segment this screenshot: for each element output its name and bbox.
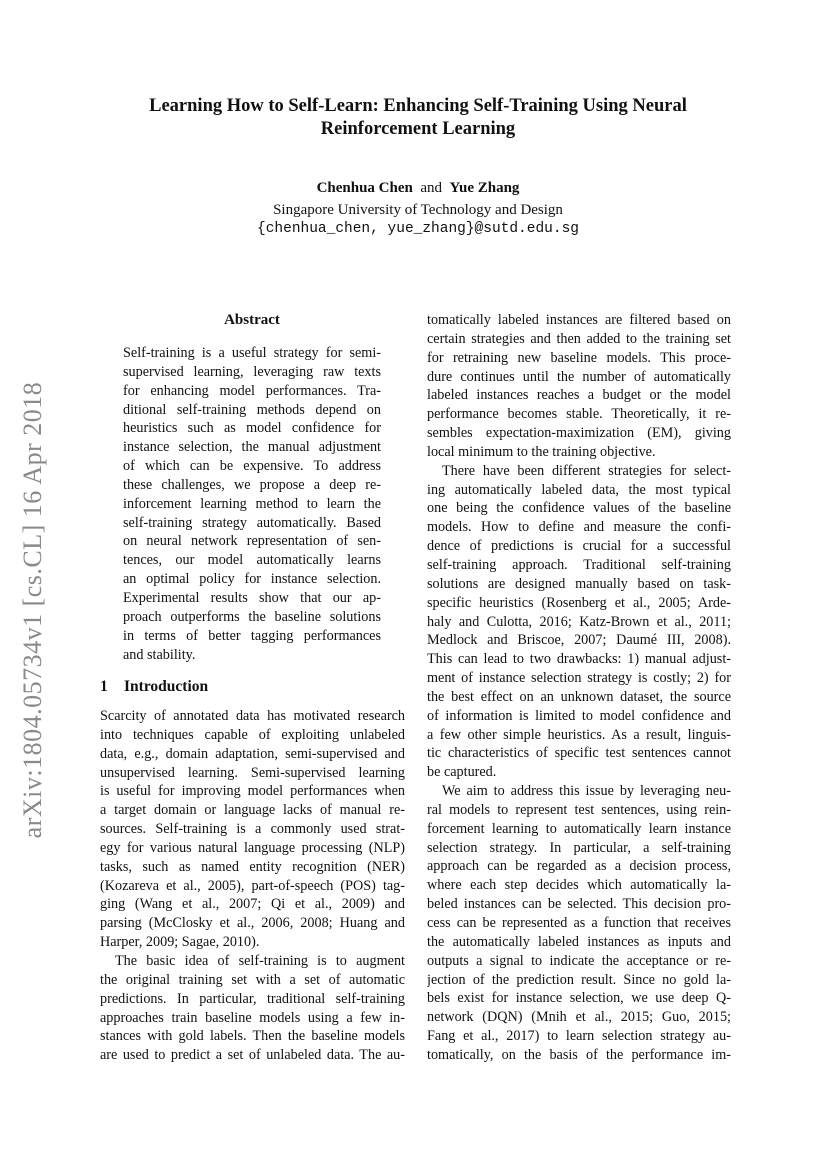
section-number: 1 — [100, 678, 108, 695]
text-line: sources. Self-training is a commonly used strat- — [100, 821, 405, 838]
text-line: the original training set with a set of automatic — [100, 971, 405, 988]
text-line: ment of instance selection strategy is costly; 2) for — [427, 670, 731, 687]
text-line: network (DQN) (Mnih et al., 2015; Guo, 2015; — [427, 1009, 731, 1026]
text-line: haly and Culotta, 2016; Katz-Brown et al., 2011; — [427, 613, 731, 630]
text-line: predictions. In particular, traditional self-training — [100, 990, 405, 1007]
text-line: where each step decides which automatically la- — [427, 877, 731, 894]
text-line: approaches train baseline models using a few in- — [100, 1009, 405, 1026]
abstract-heading: Abstract — [224, 312, 280, 328]
text-line: these challenges, we propose a deep re- — [123, 476, 381, 493]
text-line: Scarcity of annotated data has motivated research — [100, 708, 405, 724]
text-line: outputs a signal to indicate the acceptance or re- — [427, 952, 731, 969]
text-line: of information is limited to model confidence and — [427, 707, 731, 724]
text-line: The basic idea of self-training is to augment — [115, 952, 405, 969]
text-line: performance becomes stable. Theoretically, it re- — [427, 406, 731, 423]
title-line: Learning How to Self-Learn: Enhancing Self-Training Using Neural — [149, 96, 687, 116]
text-line: labeled instances reaches a budget or the model — [427, 387, 731, 404]
text-line: models. How to define and measure the confi- — [427, 519, 731, 536]
text-line: ditional self-training methods depend on — [123, 401, 381, 418]
text-line: (Kozareva et al., 2005), part-of-speech (POS) tag- — [100, 877, 405, 894]
text-line: ing automatically labeled data, the most typical — [427, 481, 731, 498]
text-line: inforcement learning method to learn the — [123, 495, 381, 512]
text-line: solutions are designed manually based on task- — [427, 575, 731, 592]
text-line: dence of predictions is crucial for a successful — [427, 538, 731, 555]
text-line: data, e.g., domain adaptation, semi-supervised and — [100, 745, 405, 762]
text-line: and stability. — [123, 646, 196, 663]
text-line: bels exist for instance selection, we use deep Q- — [427, 990, 731, 1007]
text-line: cess can be represented as a function that receives — [427, 915, 731, 931]
arxiv-id: arXiv:1804.05734v1 [cs.CL] 16 Apr 2018 — [18, 381, 47, 839]
text-line: stances with gold labels. Then the baseline models — [100, 1028, 405, 1045]
text-line: Harper, 2009; Sagae, 2010). — [100, 934, 260, 951]
text-line: be captured. — [427, 764, 497, 781]
section-title: Introduction — [124, 678, 209, 695]
intro-body — [100, 707, 405, 1065]
text-line: ging (Wang et al., 2007; Qi et al., 2009) and — [100, 896, 405, 913]
text-line: This can lead to two drawbacks: 1) manual adjust- — [427, 651, 731, 668]
text-line: beled instances can be selected. This decision pro- — [427, 896, 731, 913]
text-line: for enhancing model performances. Tra- — [123, 382, 381, 399]
text-line: egy for various natural language processing (NLP) — [100, 839, 405, 856]
text-line: self-training approach. Traditional self-training — [427, 556, 731, 573]
text-line: dure continues until the number of automatically — [427, 368, 731, 385]
section-heading — [100, 677, 405, 697]
author-conjunction: and — [420, 180, 443, 196]
text-line: Fang et al., 2017) to learn selection strategy au- — [427, 1028, 731, 1045]
author-name: Yue Zhang — [449, 180, 520, 196]
author-list — [100, 178, 736, 198]
right-column-body — [427, 311, 731, 1065]
text-line: a few other simple heuristics. As a result, linguis- — [427, 726, 731, 743]
text-line: local minimum to the training objective. — [427, 443, 656, 460]
text-line: specific heuristics (Rosenberg et al., 2005; Arde- — [427, 594, 731, 611]
paper-title — [100, 95, 736, 141]
text-line: jection of the prediction result. Since no gold la- — [427, 971, 731, 988]
affiliation: Singapore University of Technology and Design — [273, 202, 563, 218]
text-line: ral models to represent test sentences, using rein- — [427, 801, 731, 818]
text-line: tences, our model automatically learns — [123, 552, 381, 569]
text-line: in terms of better tagging performances — [123, 627, 381, 644]
text-line: tomatically labeled instances are filtered based on — [427, 312, 731, 328]
text-line: There have been different strategies for select- — [442, 462, 731, 479]
text-line: an optimal policy for instance selection. — [123, 571, 381, 588]
text-line: Self-training is a useful strategy for semi- — [123, 345, 381, 361]
text-line: the best effect on an unknown dataset, the source — [427, 688, 731, 705]
text-line: forcement learning to automatically learn instance — [427, 820, 731, 837]
text-line: instance selection, the manual adjustment — [123, 439, 381, 456]
text-line: are used to predict a set of unlabeled data. The au- — [100, 1047, 405, 1064]
text-line: one being the confidence values of the baseline — [427, 500, 731, 517]
abstract-body — [123, 344, 381, 664]
text-line: is useful for improving model performances when — [100, 783, 405, 800]
text-line: heuristics such as model confidence for — [123, 420, 381, 437]
text-line: unsupervised learning. Semi-supervised learning — [100, 764, 405, 781]
author-name: Chenhua Chen — [316, 180, 413, 196]
text-line: certain strategies and then added to the training set — [427, 330, 731, 347]
text-line: of which can be expensive. To address — [123, 458, 381, 475]
text-line: the automatically labeled instances as inputs and — [427, 933, 731, 950]
text-line: on neural network representation of sen- — [123, 533, 381, 550]
text-line: Medlock and Briscoe, 2007; Daumé III, 2008). — [427, 632, 731, 649]
text-line: tic characteristics of specific test sentences cannot — [427, 745, 731, 762]
text-line: Experimental results show that our ap- — [123, 589, 381, 606]
arxiv-stamp — [13, 365, 53, 855]
title-line: Reinforcement Learning — [320, 119, 516, 139]
text-line: sembles expectation-maximization (EM), giving — [427, 425, 731, 442]
text-line: tasks, such as named entity recognition (NER) — [100, 858, 405, 875]
text-line: selection strategy. In particular, a self-training — [427, 839, 731, 856]
text-line: We aim to address this issue by leveraging neu- — [442, 783, 731, 800]
text-line: tomatically, on the basis of the performance im- — [427, 1046, 731, 1063]
author-email: {chenhua_chen, yue_zhang}@sutd.edu.sg — [257, 221, 579, 237]
text-line: supervised learning, leveraging raw texts — [123, 363, 381, 380]
text-line: parsing (McClosky et al., 2006, 2008; Huang and — [100, 915, 405, 932]
text-line: proach outperforms the baseline solutions — [123, 608, 381, 625]
text-line: into techniques capable of exploiting unlabeled — [100, 726, 405, 743]
text-line: a target domain or language lacks of manual re- — [100, 802, 405, 819]
text-line: for retraining new baseline models. This proce- — [427, 349, 731, 366]
text-line: approach can be regarded as a decision process, — [427, 858, 731, 875]
text-line: self-training strategy automatically. Based — [123, 514, 381, 531]
